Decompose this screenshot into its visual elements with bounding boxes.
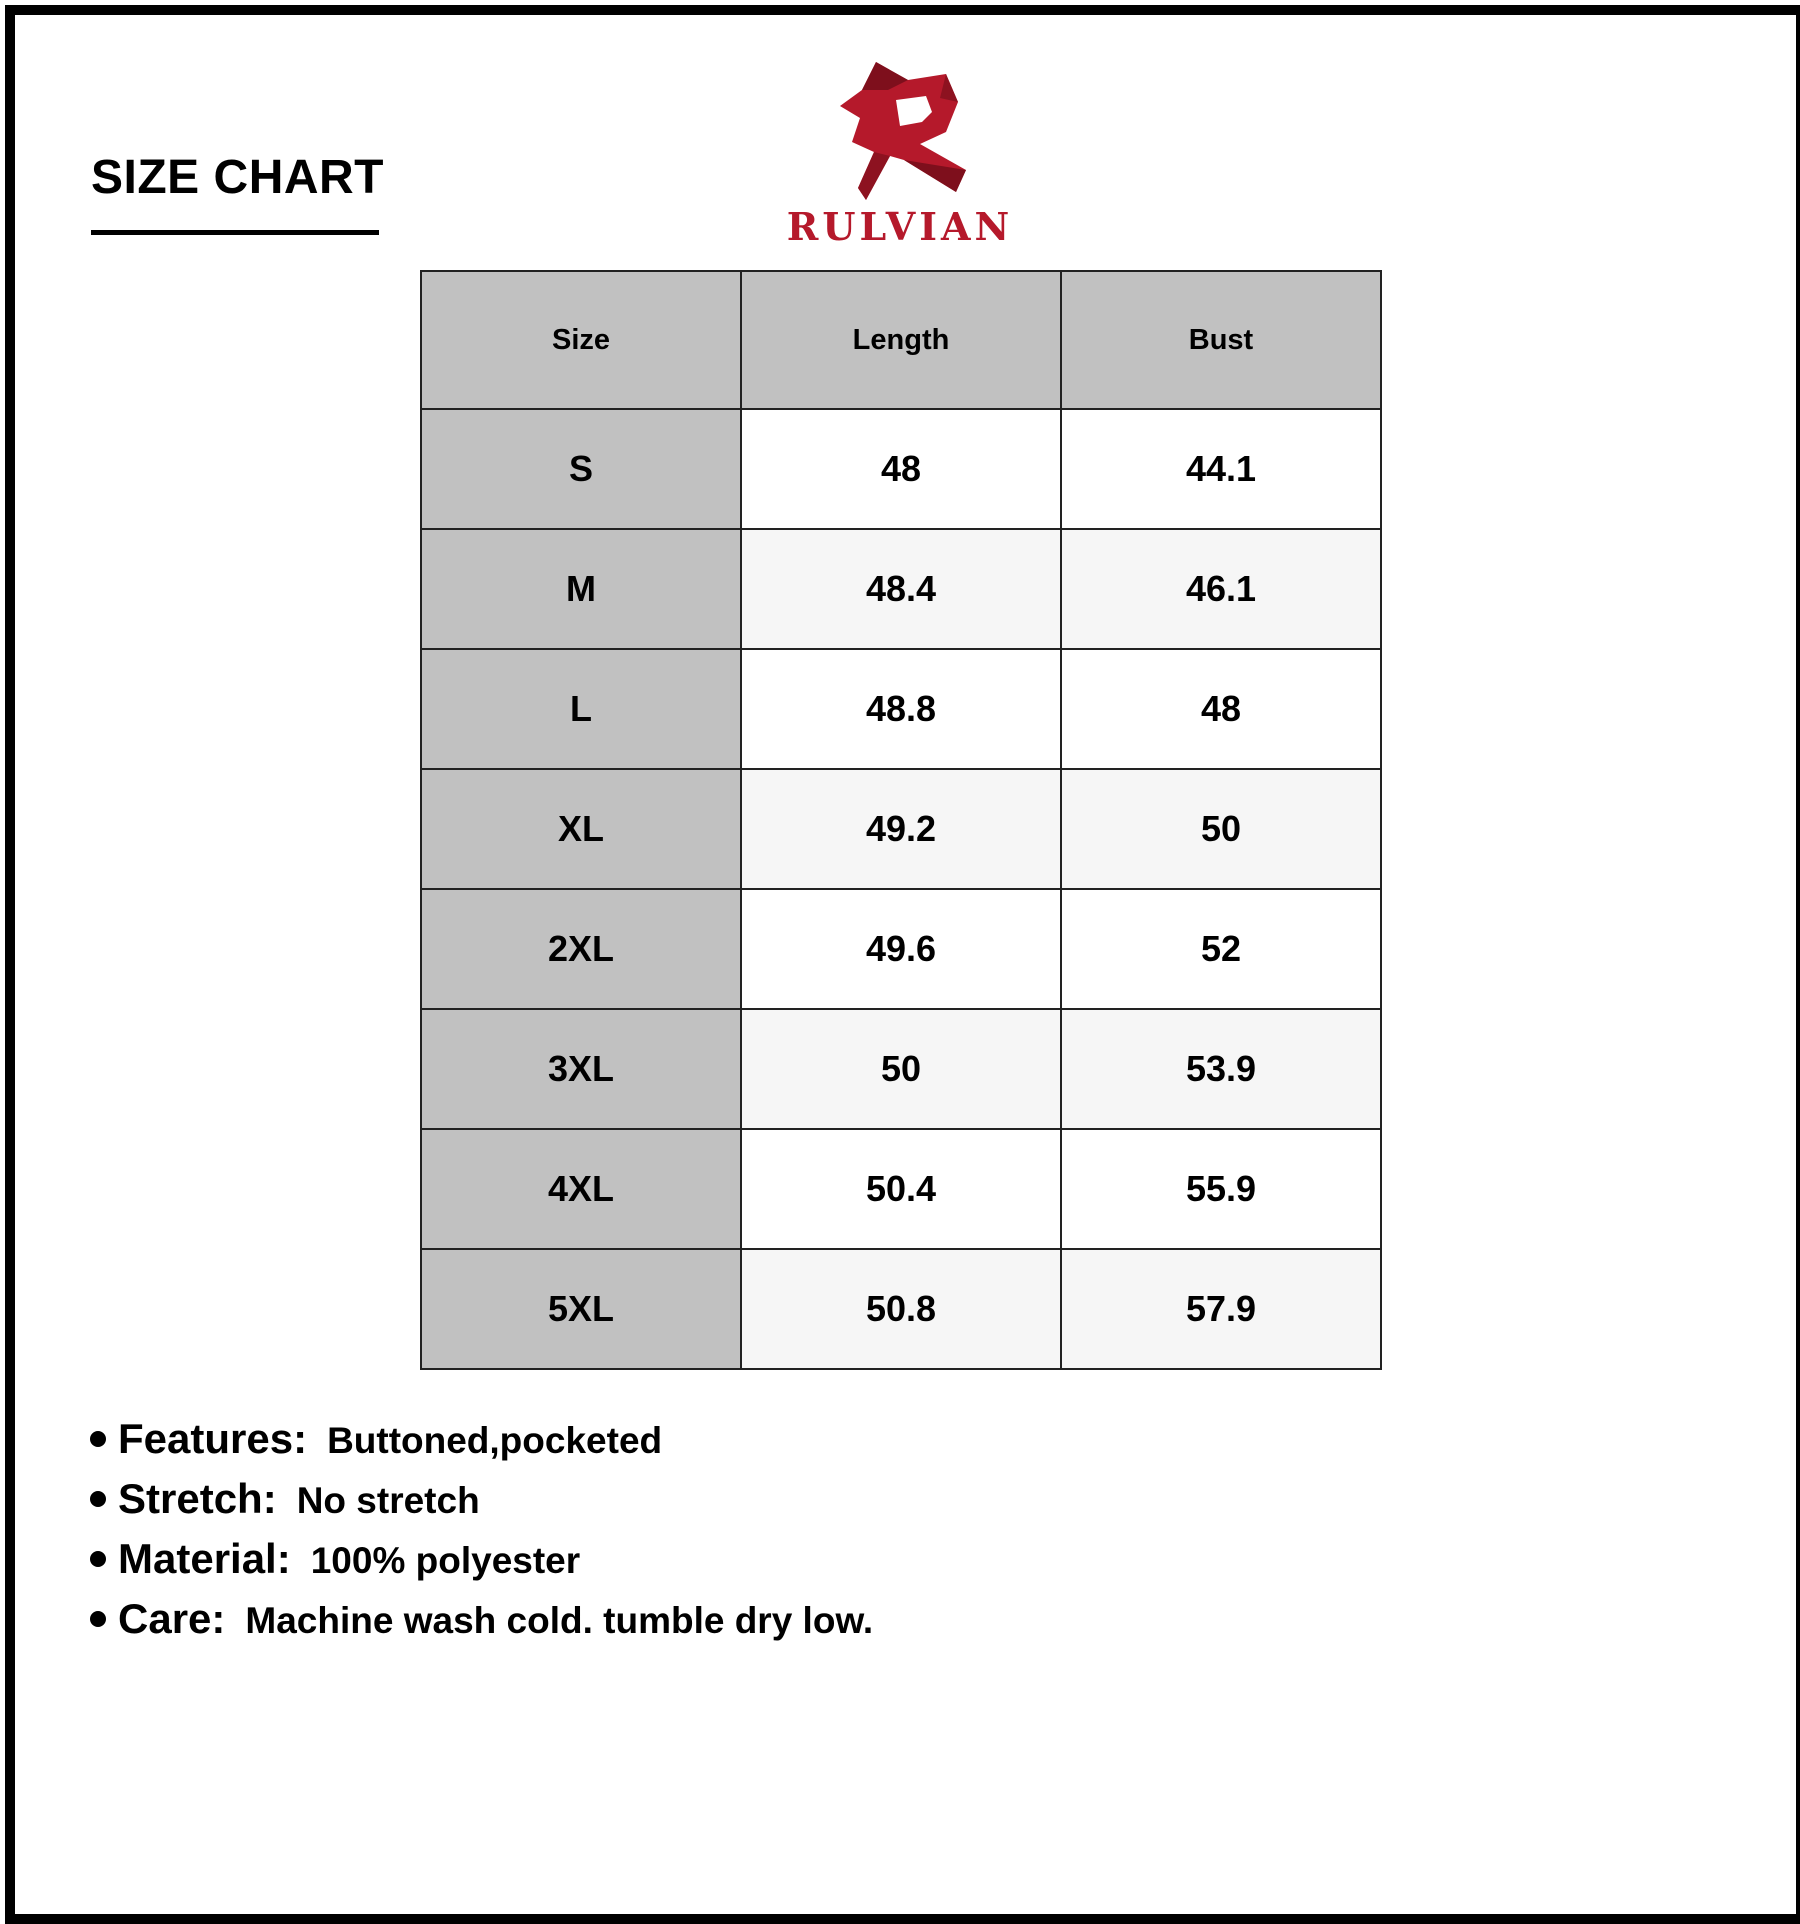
bullet-icon	[90, 1491, 106, 1507]
detail-value: No stretch	[296, 1480, 480, 1521]
table-header-row	[421, 271, 1381, 409]
bullet-icon	[90, 1431, 106, 1447]
length-cell: 49.2	[741, 769, 1061, 889]
bust-cell: 52	[1061, 889, 1381, 1009]
bullet-icon	[90, 1551, 106, 1567]
table-row	[421, 649, 1381, 769]
bullet-icon	[90, 1611, 106, 1627]
size-cell: 2XL	[421, 889, 741, 1009]
list-item	[90, 1415, 1590, 1475]
detail-value: 100% polyester	[310, 1540, 581, 1581]
size-table	[420, 270, 1382, 1370]
size-cell: 3XL	[421, 1009, 741, 1129]
table-row	[421, 1009, 1381, 1129]
size-cell: 4XL	[421, 1129, 741, 1249]
bust-cell: 46.1	[1061, 529, 1381, 649]
table-row	[421, 1129, 1381, 1249]
header-size: Size	[421, 271, 741, 409]
product-details-list	[90, 1415, 1590, 1655]
detail-label: Features:	[118, 1415, 308, 1462]
length-cell: 48	[741, 409, 1061, 529]
table-row	[421, 769, 1381, 889]
length-cell: 50.4	[741, 1129, 1061, 1249]
length-cell: 49.6	[741, 889, 1061, 1009]
list-item	[90, 1475, 1590, 1535]
table-row	[421, 409, 1381, 529]
table-row	[421, 889, 1381, 1009]
detail-label: Care:	[118, 1595, 226, 1642]
bust-cell: 48	[1061, 649, 1381, 769]
length-cell: 50.8	[741, 1249, 1061, 1369]
brand-name: RULVIAN	[786, 204, 1014, 249]
bust-cell: 55.9	[1061, 1129, 1381, 1249]
length-cell: 50	[741, 1009, 1061, 1129]
detail-value: Machine wash cold. tumble dry low.	[245, 1600, 874, 1641]
page-title: SIZE CHART	[91, 151, 384, 204]
size-cell: S	[421, 409, 741, 529]
header-length: Length	[741, 271, 1061, 409]
detail-label: Stretch:	[118, 1475, 277, 1522]
size-cell: M	[421, 529, 741, 649]
list-item	[90, 1535, 1590, 1595]
size-cell: L	[421, 649, 741, 769]
bust-cell: 53.9	[1061, 1009, 1381, 1129]
title-underline	[91, 230, 379, 235]
size-cell: XL	[421, 769, 741, 889]
list-item	[90, 1595, 1590, 1655]
size-cell: 5XL	[421, 1249, 741, 1369]
length-cell: 48.8	[741, 649, 1061, 769]
detail-label: Material:	[118, 1535, 291, 1582]
length-cell: 48.4	[741, 529, 1061, 649]
bust-cell: 44.1	[1061, 409, 1381, 529]
header-bust: Bust	[1061, 271, 1381, 409]
table-row	[421, 1249, 1381, 1369]
bust-cell: 57.9	[1061, 1249, 1381, 1369]
table-row	[421, 529, 1381, 649]
rulvian-r-logo-icon	[838, 60, 968, 205]
detail-value: Buttoned,pocketed	[327, 1420, 663, 1461]
bust-cell: 50	[1061, 769, 1381, 889]
